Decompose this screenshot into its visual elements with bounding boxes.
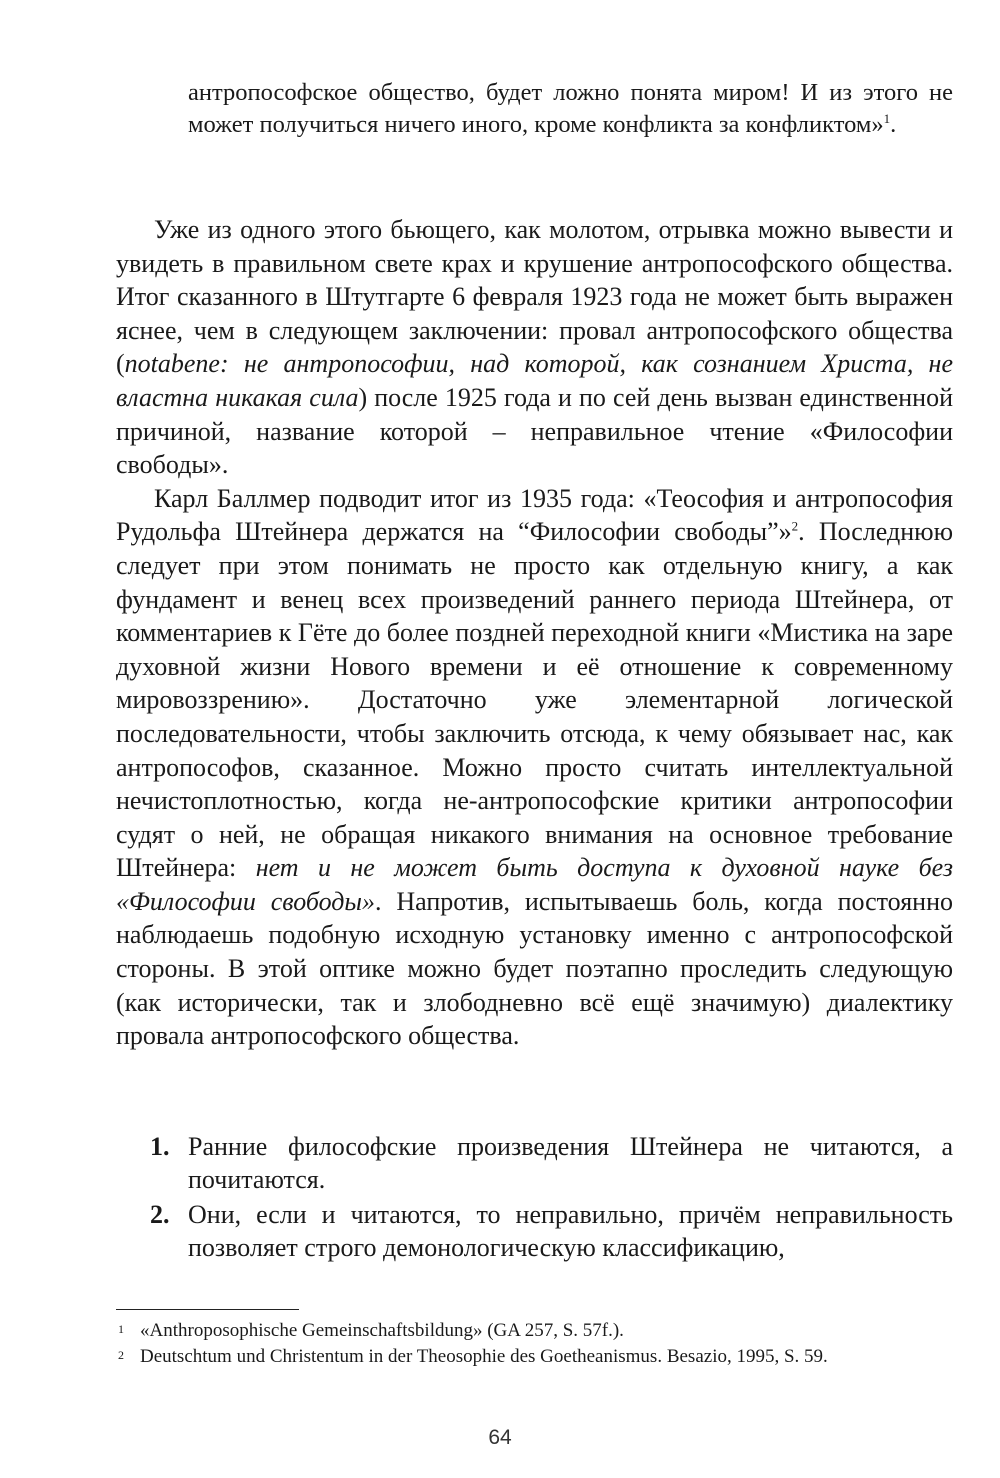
- list-number: 1.: [150, 1132, 170, 1161]
- paragraph-1-text-a: Уже из одного этого бьющего, как молотом, отрывка можно вывести и увидеть в правильном свете крах и крушение антропософского общества. Итог сказанного в Штутгарте 6 февраля 1923 года не может быть выражен яснее, чем в следующем заключении: провал антропософского общества (: [116, 215, 953, 379]
- block-quote: [188, 77, 953, 141]
- footnote-ref-1[interactable]: 1: [883, 110, 891, 126]
- footnote-text: Deutschtum und Christentum in der Theosophie des Goetheanismus. Besazio, 1995, S. 59.: [140, 1346, 828, 1367]
- footnote-2: [116, 1344, 956, 1370]
- main-text: [116, 213, 953, 1053]
- paragraph-2-italic: нет и не может быть доступа к духовной науке без «Философии свободы»: [116, 853, 953, 916]
- paragraph-1: [116, 213, 953, 482]
- paragraph-1-text-b: ) после 1925 года и по сей день вызван единственной причиной, название которой – неправильное чтение «Философии свободы».: [116, 382, 953, 480]
- footnote-ref-2[interactable]: 2: [791, 518, 799, 534]
- footnote-mark: 1: [118, 1322, 124, 1336]
- list-item: [150, 1130, 953, 1196]
- list-number: 2.: [150, 1200, 170, 1229]
- list-item-text: Они, если и читаются, то неправильно, причём неправильность позволяет строго демонологическую классификацию,: [188, 1200, 953, 1262]
- footnote-divider: [116, 1309, 299, 1310]
- page-number: 64: [488, 1426, 512, 1449]
- quote-text: антропософское общество, будет ложно понята миром! И из этого не может получиться ничего иного, кроме конфликта за конфликтом»: [188, 79, 953, 138]
- numbered-list: [150, 1130, 953, 1266]
- list-item-text: Ранние философские произведения Штейнера не читаются, а почитаются.: [188, 1132, 953, 1194]
- footnote-mark: 2: [118, 1348, 124, 1362]
- paragraph-2: [116, 482, 953, 1053]
- footnotes: [116, 1318, 956, 1370]
- footnote-1: [116, 1318, 956, 1344]
- paragraph-2-text-b: . Последнюю следует при этом понимать не просто как отдельную книгу, а как фундамент и венец всех произведений раннего периода Штейнера, от комментариев к Гёте до более поздней переходной книги «Мистика на заре духовной жизни Нового времени и её отношение к современному мировоззрению». Достаточно уже элементарной логической последовательности, чтобы заключить отсюда, к чему обязывает нас, как антропософов, сказанное. Можно просто считать интеллектуальной нечистоплотностью, когда не-антропософские критики антропософии судят о ней, не обращая никакого внимания на основное требование Штейнера:: [116, 517, 953, 883]
- footnote-text: «Anthroposophische Gemeinschaftsbildung» (GA 257, S. 57f.).: [140, 1320, 624, 1341]
- list-item: [150, 1198, 953, 1264]
- paragraph-2-text-a: Карл Баллмер подводит итог из 1935 года: «Теософия и антропософия Рудольфа Штейнера держатся на “Философии свободы”»: [116, 483, 953, 547]
- quote-end: .: [890, 111, 897, 138]
- paragraph-2-text-c: . Напротив, испытываешь боль, когда постоянно наблюдаешь подобную исходную установку именно с антропософской стороны. В этой оптике можно будет поэтапно проследить следующую (как исторически, так и злободневно всё ещё значимую) диалектику провала антропософского общества.: [116, 886, 953, 1051]
- paragraph-1-italic: notabene: не антропософии, над которой, как сознанием Христа, не властна никакая сила: [116, 349, 953, 412]
